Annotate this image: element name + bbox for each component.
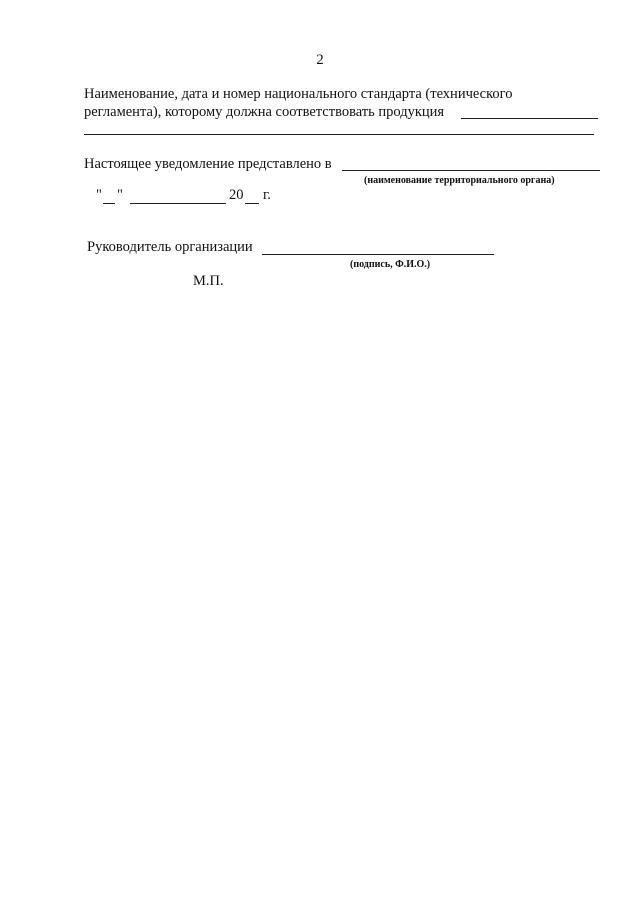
date-year-field[interactable] [245, 203, 259, 204]
standard-label-line2: регламента), которому должна соответствовать продукция [84, 104, 445, 120]
date-quote-open: " [96, 187, 102, 203]
standard-field-line1[interactable] [461, 118, 598, 119]
signature-field[interactable] [262, 254, 494, 255]
date-year-prefix: 20 [229, 187, 244, 203]
date-quote-close: " [117, 187, 123, 203]
date-day-field[interactable] [103, 203, 115, 204]
stamp-label: М.П. [193, 273, 224, 289]
signature-caption: (подпись, Ф.И.О.) [350, 259, 431, 270]
head-label: Руководитель организации [87, 239, 253, 255]
date-year-suffix: г. [263, 187, 271, 203]
territorial-organ-field[interactable] [342, 170, 600, 171]
standard-field-line2[interactable] [84, 134, 594, 135]
date-month-field[interactable] [130, 203, 226, 204]
page-number: 2 [316, 52, 324, 68]
standard-label-line1: Наименование, дата и номер национального стандарта (технического [84, 86, 513, 102]
notification-label: Настоящее уведомление представлено в [84, 156, 332, 172]
territorial-organ-caption: (наименование территориального органа) [364, 175, 555, 186]
